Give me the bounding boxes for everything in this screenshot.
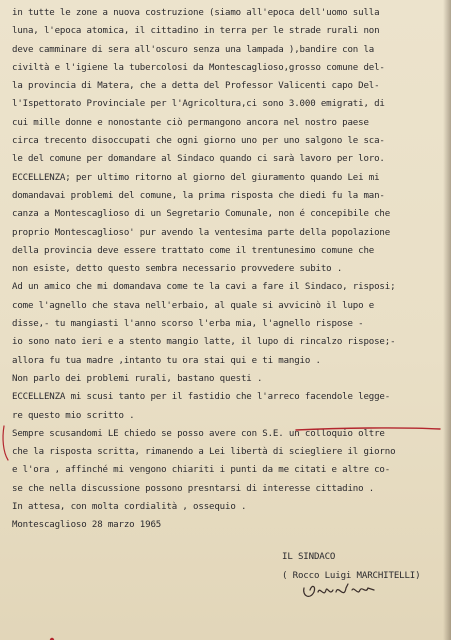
body-line: che la risposta scritta, rimanendo a Lei libertà di sciegliere il giorno	[12, 447, 396, 458]
body-line: canza a Montescaglioso di un Segretario Comunale, non é concepibile che	[12, 209, 391, 220]
handwritten-signature	[300, 578, 380, 604]
paper-edge-shadow	[443, 0, 451, 640]
body-line: Sempre scusandomi LE chiedo se posso avere con S.E. un colloquio oltre	[12, 428, 385, 439]
letter-body	[12, 4, 444, 535]
signature-name: ( Rocco Luigi MARCHITELLI)	[282, 571, 421, 581]
body-line: in tutte le zone a nuova costruzione (siamo all'epoca dell'uomo sulla	[12, 8, 380, 18]
body-line: Ad un amico che mi domandava come te la cavi a fare il Sindaco, risposi;	[12, 282, 396, 293]
body-line: In attesa, con molta cordialità , ossequio .	[12, 502, 247, 513]
body-line: civiltà e l'igiene la tubercolosi da Montescaglioso,grosso comune del-	[12, 62, 385, 73]
body-line: proprio Montescaglioso' pur avendo la ventesima parte della popolazione	[12, 227, 391, 238]
body-line: luna, l'epoca atomica, il cittadino in terra per le strade rurali non	[12, 26, 380, 37]
body-line: circa trecento disoccupati che ogni giorno uno per uno salgono le sca-	[12, 136, 385, 147]
body-line: io sono nato ieri e a stento mangio latte, il lupo di rincalzo rispose;-	[12, 337, 396, 348]
body-line: deve camminare di sera all'oscuro senza una lampada ),bandire con la	[12, 44, 375, 55]
body-line: Non parlo dei problemi rurali, bastano questi .	[12, 373, 263, 384]
body-line: ECCELLENZA mi scusi tanto per il fastidio che l'arreco facendole legge-	[12, 392, 391, 403]
body-line: non esiste, detto questo sembra necessario provvedere subito .	[12, 264, 343, 275]
body-line: cui mille donne e nonostante ciò permangono ancora nel nostro paese	[12, 117, 369, 128]
body-line: ECCELLENZA; per ultimo ritorno al giorno del giuramento quando Lei mi	[12, 172, 380, 183]
body-line: se che nella discussione possono presntarsi di interesse cittadino .	[12, 483, 375, 494]
body-line: le del comune per domandare al Sindaco quando ci sarà lavoro per loro.	[12, 154, 385, 165]
body-line: disse,- tu mangiasti l'anno scorso l'erba mia, l'agnello rispose -	[12, 319, 364, 330]
date-line: Montescaglioso 28 marzo 1965	[12, 520, 162, 531]
signature-title: IL SINDACO	[282, 552, 336, 562]
body-line: la provincia di Matera, che a detta del Professor Valicenti capo Del-	[12, 81, 380, 92]
body-line: l'Ispettorato Provinciale per l'Agricoltura,ci sono 3.000 emigrati, di	[12, 99, 385, 110]
body-line: e l'ora , affinché mi vengono chiariti i punti da me citati e altre co-	[12, 465, 391, 476]
body-line: domandavai problemi del comune, la prima risposta che diedi fu la man-	[12, 190, 385, 201]
body-line: come l'agnello che stava nell'erbaio, al quale si avvicinò il lupo e	[12, 300, 375, 311]
body-line: allora fu tua madre ,intanto tu ora stai qui e ti mangio .	[12, 355, 321, 366]
body-line: della provincia deve essere trattato come il trentunesimo comune che	[12, 245, 375, 256]
body-line: re questo mio scritto .	[12, 410, 135, 421]
